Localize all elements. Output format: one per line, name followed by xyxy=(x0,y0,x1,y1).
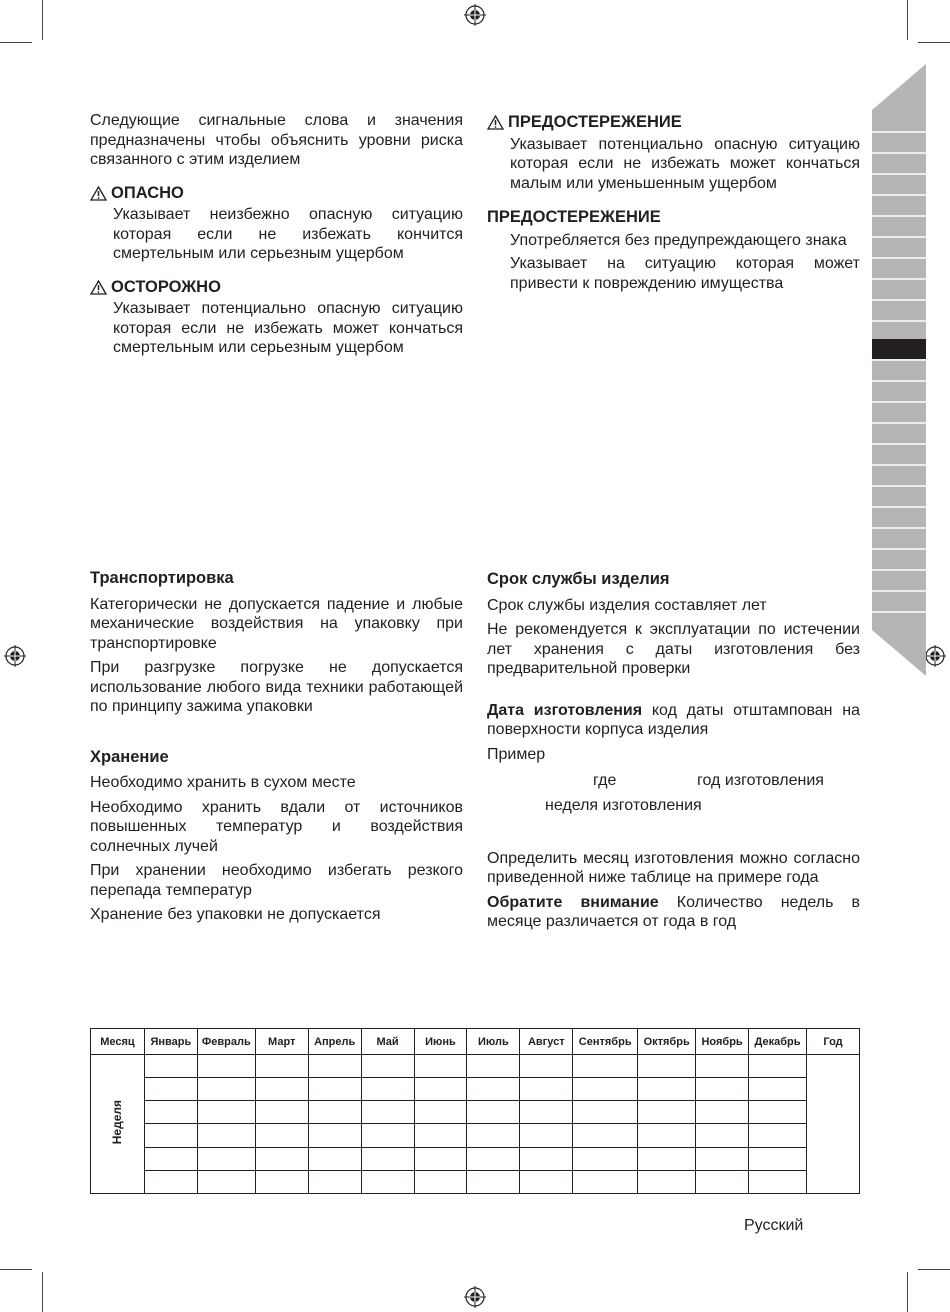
table-cell xyxy=(197,1147,255,1170)
storage-text-2: Необходимо хранить вдали от источников повышенных температур и воздействия солнечных лучей xyxy=(90,798,463,855)
registration-mark-icon xyxy=(464,4,486,26)
language-label: Русский xyxy=(744,1217,804,1234)
table-header-cell: Март xyxy=(255,1029,308,1055)
table-cell xyxy=(197,1101,255,1124)
table-header-cell: Месяц xyxy=(91,1029,145,1055)
table-cell xyxy=(749,1170,807,1193)
table-row xyxy=(91,1147,860,1170)
left-column-bottom xyxy=(90,569,463,925)
table-row xyxy=(91,1055,860,1078)
table-cell xyxy=(696,1170,749,1193)
note-desc: Количество недель в месяце различается от года в год xyxy=(487,893,860,930)
table-header-row xyxy=(91,1029,860,1055)
crop-mark xyxy=(42,1272,43,1312)
where-label: где xyxy=(593,772,617,789)
table-cell xyxy=(696,1101,749,1124)
service-text-1: Срок службы изделия составляет лет xyxy=(487,596,767,614)
table-cell xyxy=(638,1124,696,1147)
crop-mark xyxy=(918,1269,950,1270)
table-cell xyxy=(573,1101,638,1124)
crop-mark xyxy=(42,0,43,40)
table-header-cell: Год xyxy=(807,1029,860,1055)
table-cell xyxy=(255,1170,308,1193)
week-label: неделя изготовления xyxy=(545,797,702,814)
note-label: Обратите внимание xyxy=(487,893,659,911)
active-language-tab xyxy=(872,339,926,359)
table-cell xyxy=(520,1170,573,1193)
week-line xyxy=(487,796,860,816)
crop-mark xyxy=(907,0,908,40)
table-header-cell: Декабрь xyxy=(749,1029,807,1055)
table-cell xyxy=(197,1055,255,1078)
table-cell xyxy=(749,1101,807,1124)
service-heading: Срок службы изделия xyxy=(487,570,670,588)
table-cell xyxy=(414,1055,467,1078)
danger-text: Указывает неизбежно опасную ситуацию которая если не избежать кончится смертельным или серьезным ущербом xyxy=(113,206,463,262)
table-cell xyxy=(638,1055,696,1078)
table-cell xyxy=(308,1170,361,1193)
crop-mark xyxy=(907,1272,908,1312)
week-row-label-cell xyxy=(91,1055,145,1194)
example-label: Пример xyxy=(487,745,546,763)
table-cell xyxy=(361,1101,414,1124)
left-column-top xyxy=(90,111,463,358)
table-cell xyxy=(308,1101,361,1124)
table-cell xyxy=(144,1147,197,1170)
table-cell xyxy=(414,1078,467,1101)
table-cell xyxy=(361,1124,414,1147)
year-cell xyxy=(807,1055,860,1194)
determine-month-text: Определить месяц изготовления можно согласно приведенной ниже таблице на примере года xyxy=(487,849,860,886)
storage-heading: Хранение xyxy=(90,747,169,766)
table-header-cell: Октябрь xyxy=(638,1029,696,1055)
table-cell xyxy=(696,1055,749,1078)
registration-mark-icon xyxy=(924,645,946,667)
table-cell xyxy=(696,1078,749,1101)
table-cell xyxy=(308,1055,361,1078)
example-where-line xyxy=(487,771,860,791)
table-cell xyxy=(361,1147,414,1170)
table-cell xyxy=(255,1147,308,1170)
table-cell xyxy=(414,1147,467,1170)
service-text-2: Не рекомендуется к эксплуатации по истечении лет хранения с даты изготовления без предварительной проверки xyxy=(487,621,860,677)
month-week-table xyxy=(90,1028,860,1194)
table-header-cell: Апрель xyxy=(308,1029,361,1055)
intro-text: Следующие сигнальные слова и значения предназначены чтобы объяснить уровни риска связанного с этим изделием xyxy=(90,112,463,168)
caution2-text-2: Указывает на ситуацию которая может привести к повреждению имущества xyxy=(510,255,860,292)
table-cell xyxy=(696,1124,749,1147)
registration-mark-icon xyxy=(464,1286,486,1308)
note-text xyxy=(487,893,860,932)
transport-heading: Транспортировка xyxy=(90,569,234,587)
table-cell xyxy=(573,1147,638,1170)
table-cell xyxy=(520,1101,573,1124)
crop-mark xyxy=(0,1269,32,1270)
table-cell xyxy=(520,1078,573,1101)
manufacture-date-desc: код даты отштампован на поверхности корпуса изделия xyxy=(487,701,860,738)
table-cell xyxy=(573,1170,638,1193)
table-cell xyxy=(467,1124,520,1147)
table-cell xyxy=(197,1124,255,1147)
caution-heading xyxy=(487,113,860,133)
table-cell xyxy=(144,1055,197,1078)
table-cell xyxy=(467,1170,520,1193)
warning-triangle-icon xyxy=(90,186,107,201)
warning-triangle-icon xyxy=(487,115,504,130)
table-cell xyxy=(361,1055,414,1078)
table-row xyxy=(91,1124,860,1147)
table-cell xyxy=(197,1078,255,1101)
table-cell xyxy=(144,1078,197,1101)
danger-heading xyxy=(90,184,463,204)
table-header-cell: Сентябрь xyxy=(573,1029,638,1055)
table-header-cell: Июнь xyxy=(414,1029,467,1055)
table-cell xyxy=(308,1124,361,1147)
warning-heading xyxy=(90,278,463,298)
table-cell xyxy=(520,1055,573,1078)
table-cell xyxy=(638,1147,696,1170)
warning-triangle-icon xyxy=(90,280,107,295)
table-cell xyxy=(520,1147,573,1170)
manufacture-date-text xyxy=(487,701,860,740)
table-cell xyxy=(361,1078,414,1101)
table-cell xyxy=(573,1055,638,1078)
crop-mark xyxy=(0,42,32,43)
table-header-cell: Ноябрь xyxy=(696,1029,749,1055)
table-cell xyxy=(467,1055,520,1078)
table-cell xyxy=(255,1078,308,1101)
table-cell xyxy=(255,1124,308,1147)
table-cell xyxy=(414,1170,467,1193)
week-row-label: Неделя xyxy=(110,1100,125,1145)
storage-text-3: При хранении необходимо избегать резкого перепада температур xyxy=(90,862,463,899)
table-cell xyxy=(308,1078,361,1101)
table-row xyxy=(91,1078,860,1101)
storage-text-4: Хранение без упаковки не допускается xyxy=(90,906,381,923)
danger-title: ОПАСНО xyxy=(111,183,184,202)
language-tab-strip xyxy=(872,64,926,676)
storage-text-1: Необходимо хранить в сухом месте xyxy=(90,774,356,791)
table-header-cell: Январь xyxy=(144,1029,197,1055)
table-cell xyxy=(255,1055,308,1078)
table-cell xyxy=(638,1078,696,1101)
table-cell xyxy=(255,1101,308,1124)
table-header-cell: Февраль xyxy=(197,1029,255,1055)
table-cell xyxy=(749,1055,807,1078)
table-cell xyxy=(414,1101,467,1124)
table-cell xyxy=(638,1170,696,1193)
table-cell xyxy=(749,1078,807,1101)
right-column-top xyxy=(487,113,860,293)
year-label: год изготовления xyxy=(697,772,824,789)
table-cell xyxy=(749,1147,807,1170)
table-cell xyxy=(144,1170,197,1193)
table-cell xyxy=(467,1101,520,1124)
table-cell xyxy=(573,1078,638,1101)
manufacture-date-label: Дата изготовления xyxy=(487,701,643,719)
table-row xyxy=(91,1170,860,1193)
table-cell xyxy=(361,1170,414,1193)
transport-text-1: Категорически не допускается падение и любые механические воздействия на упаковку при транспортировке xyxy=(90,595,463,652)
table-cell xyxy=(467,1147,520,1170)
table-cell xyxy=(197,1170,255,1193)
caution2-heading: ПРЕДОСТЕРЕЖЕНИЕ xyxy=(487,208,661,226)
table-header-cell: Май xyxy=(361,1029,414,1055)
table-header-cell: Август xyxy=(520,1029,573,1055)
registration-mark-icon xyxy=(4,645,26,667)
warning-title: ОСТОРОЖНО xyxy=(111,277,221,296)
table-cell xyxy=(467,1078,520,1101)
caution2-text-1: Употребляется без предупреждающего знака xyxy=(510,231,847,249)
table-cell xyxy=(414,1124,467,1147)
table-cell xyxy=(308,1147,361,1170)
table-row xyxy=(91,1101,860,1124)
caution-text: Указывает потенциально опасную ситуацию которая если не избежать может кончаться малым или уменьшенным ущербом xyxy=(510,135,860,192)
table-cell xyxy=(144,1124,197,1147)
table-cell xyxy=(573,1124,638,1147)
table-cell xyxy=(638,1101,696,1124)
table-cell xyxy=(696,1147,749,1170)
caution-title: ПРЕДОСТЕРЕЖЕНИЕ xyxy=(508,113,682,131)
table-cell xyxy=(749,1124,807,1147)
table-header-cell: Июль xyxy=(467,1029,520,1055)
table-cell xyxy=(144,1101,197,1124)
warning-text: Указывает потенциально опасную ситуацию которая если не избежать может кончаться смертельным или серьезным ущербом xyxy=(113,300,463,356)
crop-mark xyxy=(918,42,950,43)
right-column-bottom xyxy=(487,570,860,932)
transport-text-2: При разгрузке погрузке не допускается использование любого вида техники работающей по принципу зажима упаковки xyxy=(90,659,463,715)
table-cell xyxy=(520,1124,573,1147)
